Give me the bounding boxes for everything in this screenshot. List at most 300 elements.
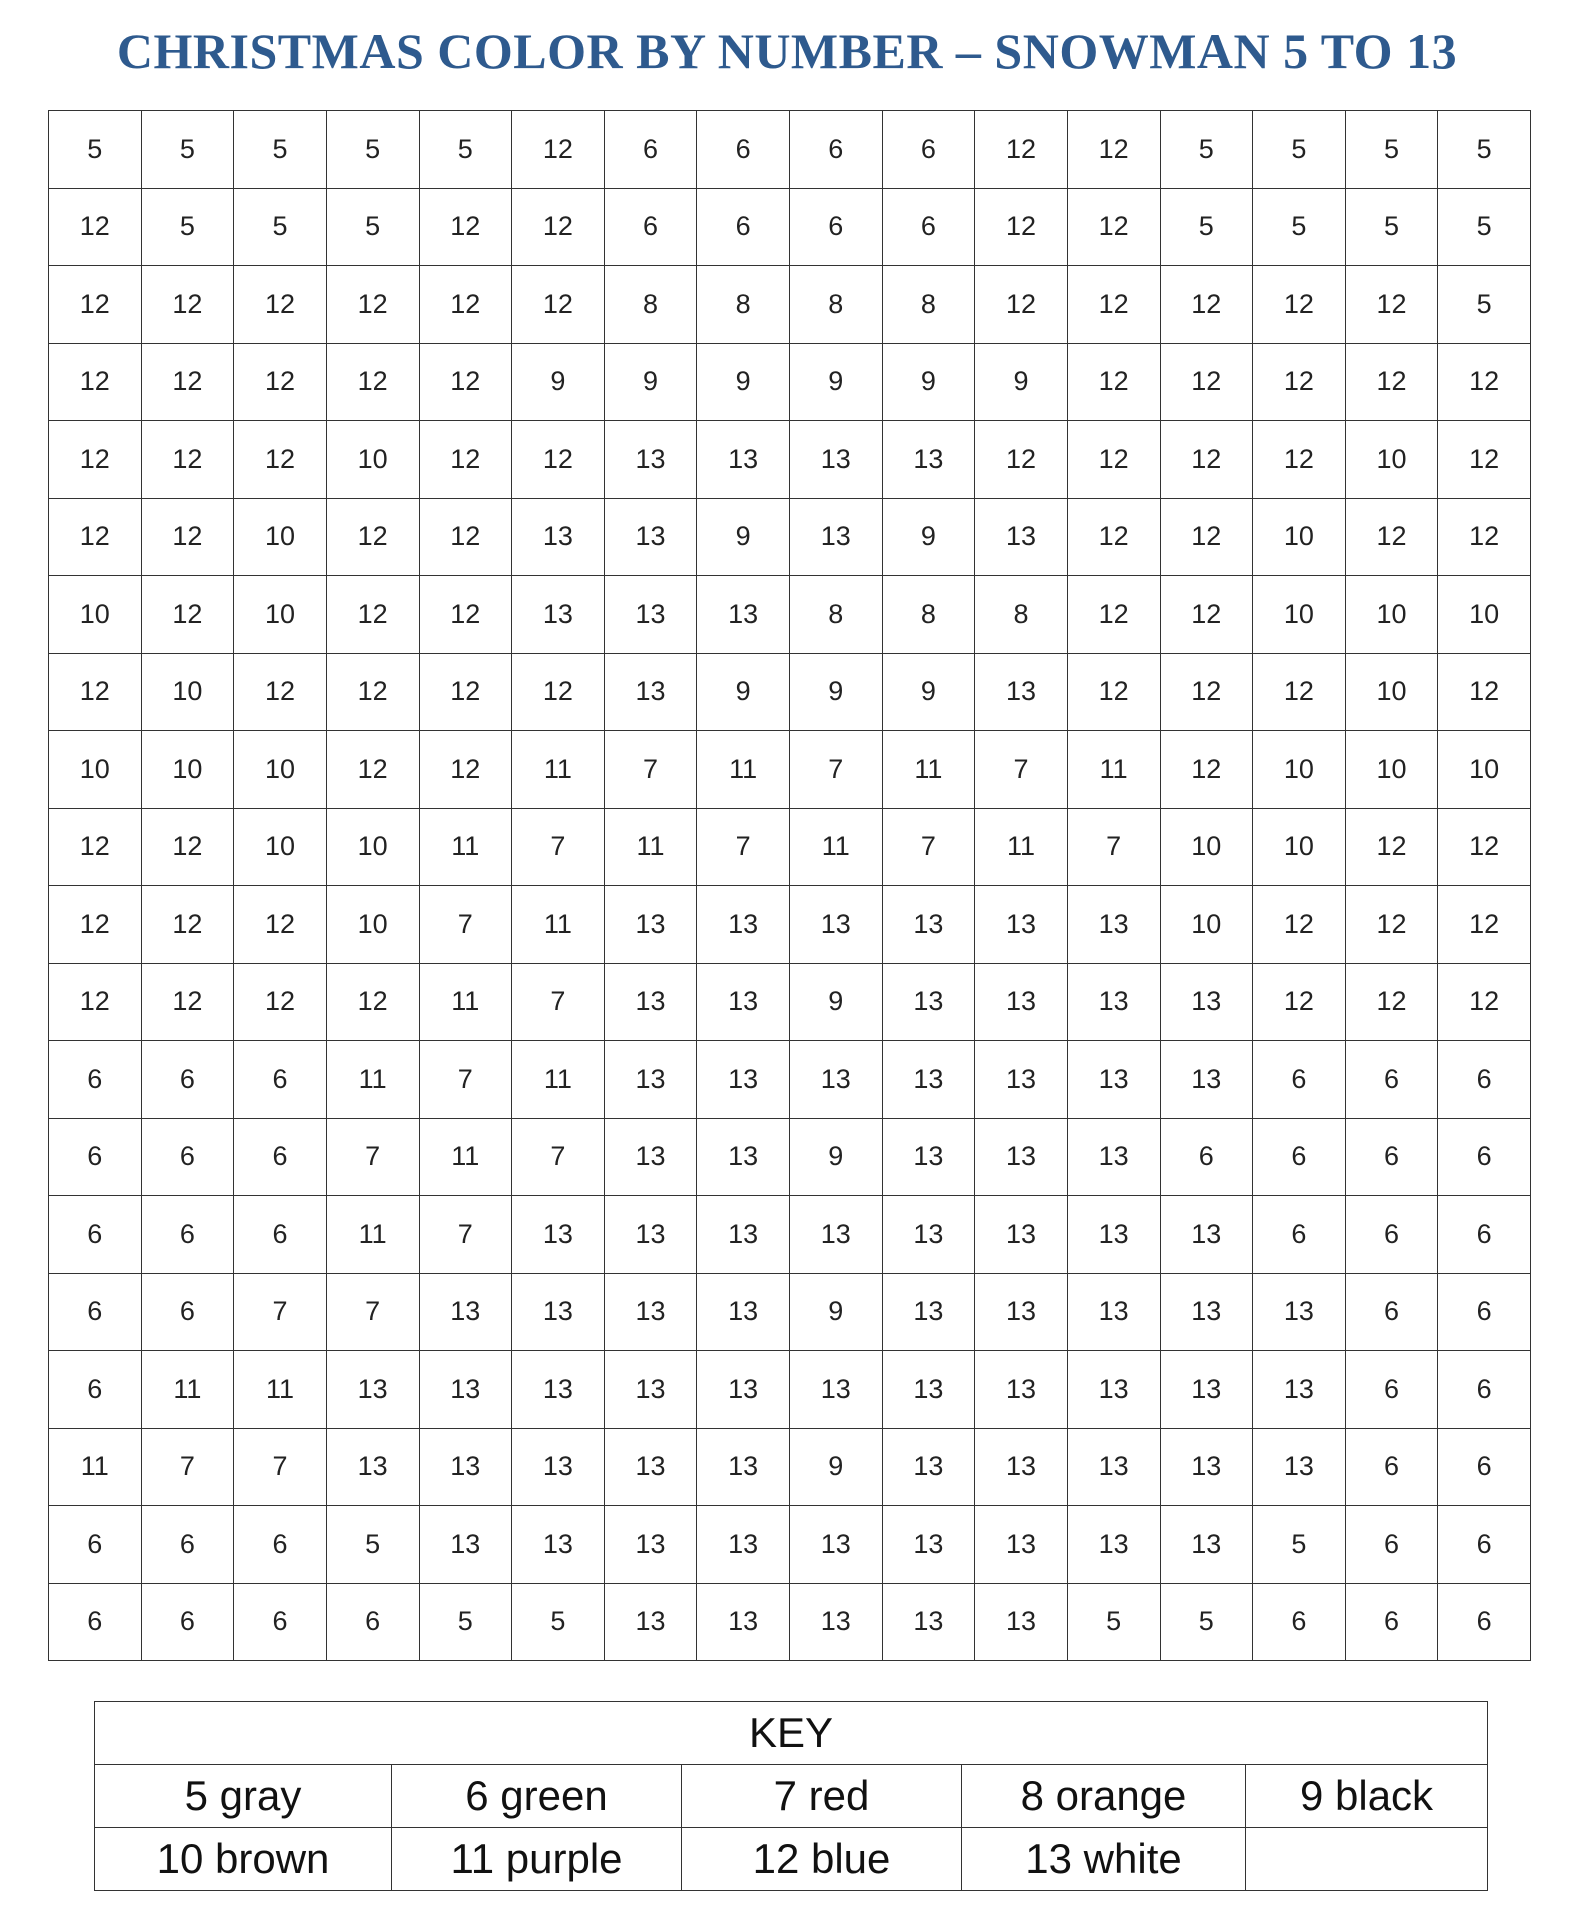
grid-cell: 13 — [882, 1351, 975, 1429]
grid-cell: 12 — [1345, 266, 1438, 344]
grid-cell: 13 — [604, 1196, 697, 1274]
grid-cell: 13 — [697, 1351, 790, 1429]
grid-cell: 5 — [326, 188, 419, 266]
grid-cell: 13 — [697, 1118, 790, 1196]
grid-cell: 13 — [975, 1351, 1068, 1429]
grid-cell: 13 — [882, 1196, 975, 1274]
grid-cell: 12 — [1438, 498, 1531, 576]
grid-row — [49, 963, 1531, 1041]
grid-cell: 12 — [326, 498, 419, 576]
grid-cell: 12 — [49, 188, 142, 266]
grid-cell: 12 — [1067, 343, 1160, 421]
grid-cell: 8 — [975, 576, 1068, 654]
grid-cell: 10 — [49, 576, 142, 654]
grid-cell: 13 — [697, 1506, 790, 1584]
grid-cell: 5 — [1438, 188, 1531, 266]
grid-cell: 7 — [326, 1118, 419, 1196]
grid-cell: 12 — [234, 963, 327, 1041]
grid-cell: 12 — [326, 576, 419, 654]
grid-cell: 13 — [790, 1506, 883, 1584]
grid-cell: 12 — [141, 421, 234, 499]
grid-cell: 12 — [512, 266, 605, 344]
grid-cell: 12 — [234, 886, 327, 964]
grid-cell: 6 — [1345, 1196, 1438, 1274]
grid-cell: 10 — [1345, 421, 1438, 499]
grid-cell: 7 — [512, 963, 605, 1041]
grid-cell: 12 — [1345, 808, 1438, 886]
key-entry: 11 purple — [392, 1828, 682, 1891]
grid-cell: 6 — [1345, 1583, 1438, 1661]
grid-cell: 13 — [512, 1273, 605, 1351]
grid-cell: 12 — [512, 653, 605, 731]
grid-cell: 10 — [234, 498, 327, 576]
grid-cell: 6 — [141, 1583, 234, 1661]
grid-cell: 5 — [1438, 111, 1531, 189]
grid-cell: 5 — [1438, 266, 1531, 344]
grid-cell: 8 — [882, 266, 975, 344]
grid-cell: 6 — [1438, 1583, 1531, 1661]
grid-row — [49, 653, 1531, 731]
grid-cell: 13 — [882, 886, 975, 964]
grid-cell: 6 — [49, 1273, 142, 1351]
grid-cell: 12 — [1067, 653, 1160, 731]
grid-cell: 11 — [419, 808, 512, 886]
grid-cell: 11 — [326, 1196, 419, 1274]
grid-cell: 12 — [1160, 421, 1253, 499]
grid-cell: 12 — [1160, 576, 1253, 654]
grid-cell: 6 — [234, 1196, 327, 1274]
grid-cell: 13 — [975, 1428, 1068, 1506]
grid-cell: 9 — [975, 343, 1068, 421]
grid-cell: 6 — [697, 111, 790, 189]
color-key — [94, 1701, 1488, 1891]
grid-cell: 12 — [141, 963, 234, 1041]
grid-cell: 6 — [1438, 1041, 1531, 1119]
grid-cell: 10 — [326, 886, 419, 964]
grid-cell: 13 — [697, 1273, 790, 1351]
grid-cell: 13 — [1253, 1351, 1346, 1429]
grid-cell: 13 — [419, 1428, 512, 1506]
grid-cell: 9 — [790, 1428, 883, 1506]
grid-cell: 13 — [604, 653, 697, 731]
grid-row — [49, 731, 1531, 809]
key-entry: 7 red — [682, 1765, 962, 1828]
grid-cell: 6 — [1438, 1351, 1531, 1429]
grid-cell: 11 — [419, 963, 512, 1041]
grid-cell: 11 — [697, 731, 790, 809]
grid-cell: 11 — [512, 1041, 605, 1119]
page-title: CHRISTMAS COLOR BY NUMBER – SNOWMAN 5 TO 13 — [116, 23, 1458, 79]
grid-cell: 12 — [326, 343, 419, 421]
grid-cell: 13 — [1067, 1118, 1160, 1196]
grid-cell: 7 — [512, 1118, 605, 1196]
grid-cell: 12 — [1438, 886, 1531, 964]
grid-row — [49, 1273, 1531, 1351]
grid-cell: 7 — [697, 808, 790, 886]
grid-cell: 5 — [326, 111, 419, 189]
grid-row — [49, 886, 1531, 964]
grid-cell: 11 — [790, 808, 883, 886]
grid-cell: 13 — [604, 1351, 697, 1429]
grid-cell: 13 — [512, 1506, 605, 1584]
grid-cell: 10 — [1438, 731, 1531, 809]
grid-cell: 6 — [697, 188, 790, 266]
grid-cell: 6 — [49, 1583, 142, 1661]
grid-cell: 9 — [882, 498, 975, 576]
grid-cell: 13 — [1160, 1273, 1253, 1351]
grid-row — [49, 343, 1531, 421]
grid-cell: 12 — [1345, 963, 1438, 1041]
grid-cell: 10 — [326, 421, 419, 499]
grid-cell: 5 — [1253, 188, 1346, 266]
key-heading: KEY — [95, 1702, 1488, 1765]
grid-cell: 13 — [882, 1118, 975, 1196]
grid-cell: 12 — [49, 266, 142, 344]
grid-cell: 6 — [1253, 1041, 1346, 1119]
grid-cell: 13 — [604, 1506, 697, 1584]
grid-row — [49, 1583, 1531, 1661]
key-entry: 13 white — [962, 1828, 1246, 1891]
grid-cell: 8 — [790, 266, 883, 344]
grid-cell: 6 — [1438, 1196, 1531, 1274]
grid-cell: 6 — [882, 188, 975, 266]
grid-cell: 6 — [1345, 1041, 1438, 1119]
grid-cell: 13 — [882, 1273, 975, 1351]
grid-cell: 13 — [604, 421, 697, 499]
number-grid — [48, 110, 1531, 1661]
grid-cell: 7 — [234, 1428, 327, 1506]
grid-cell: 12 — [141, 808, 234, 886]
grid-cell: 13 — [1067, 1506, 1160, 1584]
grid-cell: 10 — [1253, 498, 1346, 576]
grid-cell: 9 — [697, 343, 790, 421]
key-entry: 5 gray — [95, 1765, 392, 1828]
grid-cell: 6 — [882, 111, 975, 189]
grid-cell: 13 — [975, 1118, 1068, 1196]
grid-cell: 13 — [512, 1196, 605, 1274]
grid-cell: 13 — [697, 1428, 790, 1506]
grid-cell: 7 — [604, 731, 697, 809]
grid-cell: 8 — [882, 576, 975, 654]
grid-cell: 10 — [1160, 886, 1253, 964]
grid-cell: 12 — [141, 266, 234, 344]
grid-row — [49, 576, 1531, 654]
grid-cell: 11 — [512, 731, 605, 809]
grid-cell: 12 — [1160, 266, 1253, 344]
key-entry-empty — [1246, 1828, 1488, 1891]
grid-cell: 12 — [512, 111, 605, 189]
grid-cell: 6 — [141, 1118, 234, 1196]
grid-cell: 13 — [975, 886, 1068, 964]
grid-cell: 6 — [1438, 1506, 1531, 1584]
grid-cell: 13 — [882, 963, 975, 1041]
grid-cell: 6 — [234, 1583, 327, 1661]
grid-row — [49, 808, 1531, 886]
grid-cell: 13 — [975, 1583, 1068, 1661]
grid-cell: 6 — [604, 111, 697, 189]
grid-cell: 12 — [49, 421, 142, 499]
grid-cell: 12 — [975, 421, 1068, 499]
grid-cell: 12 — [975, 111, 1068, 189]
grid-cell: 12 — [1253, 963, 1346, 1041]
grid-cell: 10 — [1253, 576, 1346, 654]
grid-cell: 13 — [975, 1273, 1068, 1351]
grid-cell: 13 — [790, 1196, 883, 1274]
key-row — [95, 1765, 1488, 1828]
grid-cell: 12 — [1253, 653, 1346, 731]
grid-cell: 6 — [1345, 1428, 1438, 1506]
grid-cell: 10 — [1345, 576, 1438, 654]
grid-cell: 6 — [49, 1351, 142, 1429]
key-entry: 8 orange — [962, 1765, 1246, 1828]
grid-cell: 12 — [1160, 498, 1253, 576]
grid-cell: 12 — [419, 731, 512, 809]
grid-cell: 8 — [604, 266, 697, 344]
grid-cell: 12 — [512, 188, 605, 266]
grid-cell: 12 — [49, 498, 142, 576]
grid-cell: 5 — [141, 111, 234, 189]
grid-cell: 6 — [1345, 1351, 1438, 1429]
grid-cell: 13 — [975, 1041, 1068, 1119]
grid-row — [49, 498, 1531, 576]
grid-cell: 11 — [234, 1351, 327, 1429]
grid-cell: 6 — [790, 188, 883, 266]
grid-cell: 13 — [790, 1583, 883, 1661]
grid-cell: 7 — [975, 731, 1068, 809]
grid-cell: 9 — [790, 963, 883, 1041]
grid-cell: 11 — [419, 1118, 512, 1196]
grid-cell: 10 — [1345, 653, 1438, 731]
grid-cell: 13 — [1067, 963, 1160, 1041]
grid-cell: 13 — [1067, 1428, 1160, 1506]
grid-cell: 12 — [326, 266, 419, 344]
grid-cell: 13 — [512, 576, 605, 654]
grid-cell: 13 — [1253, 1273, 1346, 1351]
grid-cell: 5 — [141, 188, 234, 266]
grid-cell: 13 — [1067, 1273, 1160, 1351]
key-row — [95, 1828, 1488, 1891]
grid-row — [49, 421, 1531, 499]
grid-row — [49, 1196, 1531, 1274]
grid-cell: 11 — [604, 808, 697, 886]
grid-cell: 6 — [234, 1118, 327, 1196]
grid-cell: 13 — [697, 1041, 790, 1119]
grid-cell: 11 — [49, 1428, 142, 1506]
grid-cell: 5 — [1160, 188, 1253, 266]
grid-cell: 12 — [234, 343, 327, 421]
key-entry: 6 green — [392, 1765, 682, 1828]
grid-cell: 9 — [512, 343, 605, 421]
grid-cell: 12 — [49, 808, 142, 886]
grid-cell: 12 — [141, 498, 234, 576]
grid-cell: 6 — [141, 1506, 234, 1584]
grid-cell: 13 — [604, 963, 697, 1041]
grid-cell: 8 — [790, 576, 883, 654]
grid-cell: 5 — [1345, 111, 1438, 189]
grid-cell: 13 — [512, 1428, 605, 1506]
grid-cell: 10 — [1345, 731, 1438, 809]
grid-cell: 12 — [1160, 731, 1253, 809]
grid-cell: 13 — [697, 1583, 790, 1661]
grid-cell: 12 — [1253, 421, 1346, 499]
grid-cell: 6 — [141, 1041, 234, 1119]
grid-cell: 13 — [419, 1273, 512, 1351]
key-entry: 10 brown — [95, 1828, 392, 1891]
grid-cell: 6 — [1438, 1118, 1531, 1196]
grid-cell: 10 — [326, 808, 419, 886]
grid-cell: 5 — [234, 188, 327, 266]
grid-cell: 9 — [882, 653, 975, 731]
grid-cell: 11 — [512, 886, 605, 964]
grid-cell: 13 — [697, 576, 790, 654]
grid-cell: 7 — [512, 808, 605, 886]
grid-cell: 9 — [604, 343, 697, 421]
grid-cell: 12 — [141, 886, 234, 964]
grid-cell: 13 — [1253, 1428, 1346, 1506]
grid-cell: 5 — [1253, 1506, 1346, 1584]
grid-cell: 5 — [234, 111, 327, 189]
grid-cell: 6 — [1345, 1273, 1438, 1351]
grid-cell: 12 — [1253, 886, 1346, 964]
grid-cell: 13 — [512, 1351, 605, 1429]
grid-cell: 6 — [1438, 1273, 1531, 1351]
grid-cell: 10 — [234, 808, 327, 886]
grid-cell: 7 — [234, 1273, 327, 1351]
grid-cell: 12 — [141, 576, 234, 654]
grid-cell: 13 — [604, 1118, 697, 1196]
grid-cell: 12 — [1438, 808, 1531, 886]
grid-cell: 12 — [1253, 266, 1346, 344]
grid-cell: 13 — [882, 1428, 975, 1506]
grid-cell: 13 — [975, 963, 1068, 1041]
grid-cell: 13 — [326, 1351, 419, 1429]
grid-cell: 13 — [419, 1506, 512, 1584]
grid-row — [49, 266, 1531, 344]
grid-cell: 13 — [1067, 886, 1160, 964]
grid-cell: 13 — [790, 498, 883, 576]
grid-cell: 6 — [234, 1506, 327, 1584]
grid-cell: 10 — [234, 731, 327, 809]
grid-cell: 7 — [1067, 808, 1160, 886]
grid-cell: 9 — [790, 1118, 883, 1196]
grid-cell: 6 — [141, 1273, 234, 1351]
grid-row — [49, 111, 1531, 189]
grid-cell: 10 — [1160, 808, 1253, 886]
grid-cell: 12 — [1345, 498, 1438, 576]
grid-cell: 13 — [1160, 963, 1253, 1041]
grid-cell: 6 — [790, 111, 883, 189]
grid-cell: 12 — [49, 343, 142, 421]
grid-cell: 6 — [1160, 1118, 1253, 1196]
grid-cell: 12 — [49, 886, 142, 964]
grid-cell: 12 — [1067, 421, 1160, 499]
grid-cell: 8 — [697, 266, 790, 344]
grid-cell: 7 — [141, 1428, 234, 1506]
grid-cell: 12 — [1438, 421, 1531, 499]
grid-cell: 13 — [975, 1506, 1068, 1584]
grid-cell: 6 — [1253, 1583, 1346, 1661]
grid-cell: 7 — [419, 886, 512, 964]
grid-cell: 10 — [1253, 731, 1346, 809]
grid-cell: 6 — [49, 1506, 142, 1584]
grid-cell: 9 — [790, 653, 883, 731]
grid-cell: 13 — [697, 1196, 790, 1274]
grid-cell: 13 — [882, 1506, 975, 1584]
grid-row — [49, 1506, 1531, 1584]
grid-cell: 7 — [882, 808, 975, 886]
grid-cell: 12 — [326, 731, 419, 809]
grid-cell: 13 — [882, 1583, 975, 1661]
grid-cell: 13 — [512, 498, 605, 576]
grid-row — [49, 1118, 1531, 1196]
grid-cell: 13 — [1160, 1041, 1253, 1119]
key-entry: 12 blue — [682, 1828, 962, 1891]
grid-cell: 12 — [975, 266, 1068, 344]
grid-cell: 6 — [1253, 1196, 1346, 1274]
grid-cell: 13 — [604, 1583, 697, 1661]
grid-cell: 13 — [975, 653, 1068, 731]
grid-cell: 9 — [697, 653, 790, 731]
grid-cell: 6 — [1253, 1118, 1346, 1196]
grid-cell: 6 — [49, 1196, 142, 1274]
grid-cell: 12 — [1067, 266, 1160, 344]
grid-cell: 13 — [882, 1041, 975, 1119]
grid-cell: 12 — [419, 653, 512, 731]
grid-cell: 12 — [1160, 653, 1253, 731]
grid-cell: 12 — [419, 266, 512, 344]
grid-cell: 13 — [975, 498, 1068, 576]
grid-cell: 13 — [1160, 1351, 1253, 1429]
grid-cell: 6 — [1345, 1118, 1438, 1196]
grid-cell: 13 — [419, 1351, 512, 1429]
grid-cell: 12 — [234, 266, 327, 344]
grid-cell: 13 — [1067, 1041, 1160, 1119]
grid-cell: 13 — [1067, 1351, 1160, 1429]
grid-cell: 12 — [1067, 498, 1160, 576]
grid-cell: 13 — [604, 1273, 697, 1351]
grid-cell: 5 — [419, 1583, 512, 1661]
grid-cell: 13 — [790, 886, 883, 964]
grid-cell: 5 — [419, 111, 512, 189]
grid-cell: 9 — [882, 343, 975, 421]
grid-cell: 11 — [141, 1351, 234, 1429]
grid-cell: 12 — [49, 653, 142, 731]
grid-cell: 10 — [141, 731, 234, 809]
grid-cell: 12 — [1345, 886, 1438, 964]
grid-cell: 13 — [604, 498, 697, 576]
grid-cell: 13 — [790, 1041, 883, 1119]
grid-cell: 7 — [419, 1041, 512, 1119]
grid-cell: 12 — [975, 188, 1068, 266]
grid-row — [49, 1351, 1531, 1429]
grid-cell: 12 — [49, 963, 142, 1041]
grid-cell: 12 — [1067, 111, 1160, 189]
grid-cell: 13 — [1160, 1506, 1253, 1584]
grid-cell: 11 — [975, 808, 1068, 886]
grid-cell: 10 — [141, 653, 234, 731]
grid-cell: 12 — [141, 343, 234, 421]
grid-cell: 13 — [1160, 1196, 1253, 1274]
grid-cell: 12 — [419, 421, 512, 499]
grid-cell: 7 — [326, 1273, 419, 1351]
grid-cell: 6 — [49, 1041, 142, 1119]
grid-cell: 5 — [1253, 111, 1346, 189]
grid-cell: 13 — [975, 1196, 1068, 1274]
grid-cell: 5 — [512, 1583, 605, 1661]
grid-cell: 6 — [234, 1041, 327, 1119]
grid-cell: 10 — [49, 731, 142, 809]
grid-cell: 13 — [604, 576, 697, 654]
